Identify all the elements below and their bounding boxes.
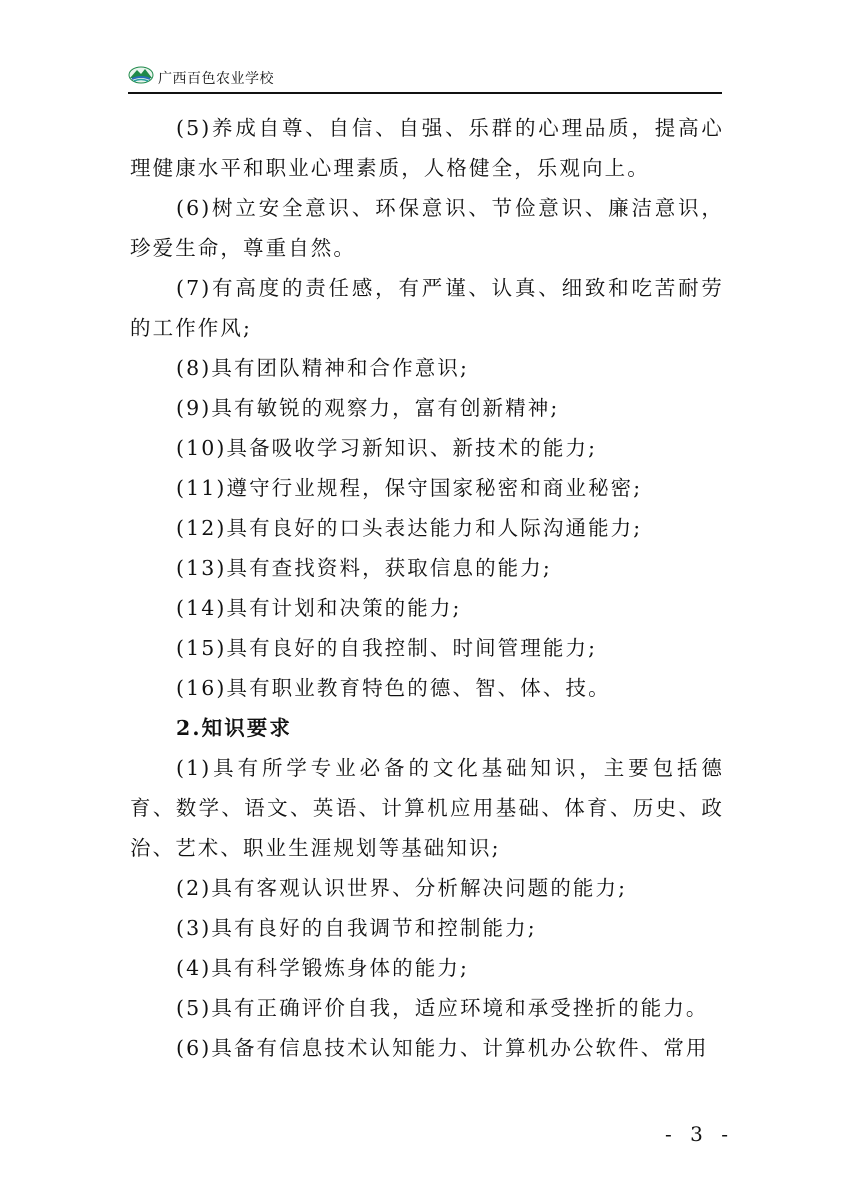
- requirement-paragraph: (6)树立安全意识、环保意识、节俭意识、廉洁意识，珍爱生命，尊重自然。: [130, 196, 724, 260]
- requirement-paragraph: (7)有高度的责任感，有严谨、认真、细致和吃苦耐劳的工作作风;: [130, 276, 724, 340]
- page-header: [128, 58, 722, 94]
- requirement-paragraph: (6)具备有信息技术认知能力、计算机办公软件、常用: [176, 1036, 709, 1060]
- requirement-paragraph: (3)具有良好的自我调节和控制能力;: [176, 916, 537, 940]
- school-name: 广西百色农业学校: [158, 71, 274, 87]
- requirement-paragraph: (13)具有查找资料，获取信息的能力;: [176, 556, 552, 580]
- requirement-paragraph: (10)具备吸收学习新知识、新技术的能力;: [176, 436, 598, 460]
- requirement-paragraph: (8)具有团队精神和合作意识;: [176, 356, 469, 380]
- requirement-paragraph: (4)具有科学锻炼身体的能力;: [176, 956, 469, 980]
- school-logo-mountain-icon: [128, 64, 154, 84]
- requirement-paragraph: (5)养成自尊、自信、自强、乐群的心理品质，提高心理健康水平和职业心理素质，人格健全，乐观向上。: [130, 116, 724, 180]
- requirement-paragraph: (1)具有所学专业必备的文化基础知识，主要包括德育、数学、语文、英语、计算机应用基础、体育、历史、政治、艺术、职业生涯规划等基础知识;: [130, 756, 724, 860]
- requirement-paragraph: (5)具有正确评价自我，适应环境和承受挫折的能力。: [176, 996, 709, 1020]
- page-number: - 3 -: [665, 1122, 734, 1146]
- requirement-paragraph: (11)遵守行业规程，保守国家秘密和商业秘密;: [176, 476, 643, 500]
- requirement-paragraph: (15)具有良好的自我控制、时间管理能力;: [176, 636, 598, 660]
- requirement-paragraph: (2)具有客观认识世界、分析解决问题的能力;: [176, 876, 628, 900]
- section-heading: 2.知识要求: [176, 716, 293, 740]
- requirement-paragraph: (12)具有良好的口头表达能力和人际沟通能力;: [176, 516, 643, 540]
- header-divider: [128, 92, 722, 94]
- requirement-paragraph: (9)具有敏锐的观察力，富有创新精神;: [176, 396, 560, 420]
- requirement-paragraph: (16)具有职业教育特色的德、智、体、技。: [176, 676, 611, 700]
- requirement-paragraph: (14)具有计划和决策的能力;: [176, 596, 462, 620]
- document-body: [130, 108, 724, 1068]
